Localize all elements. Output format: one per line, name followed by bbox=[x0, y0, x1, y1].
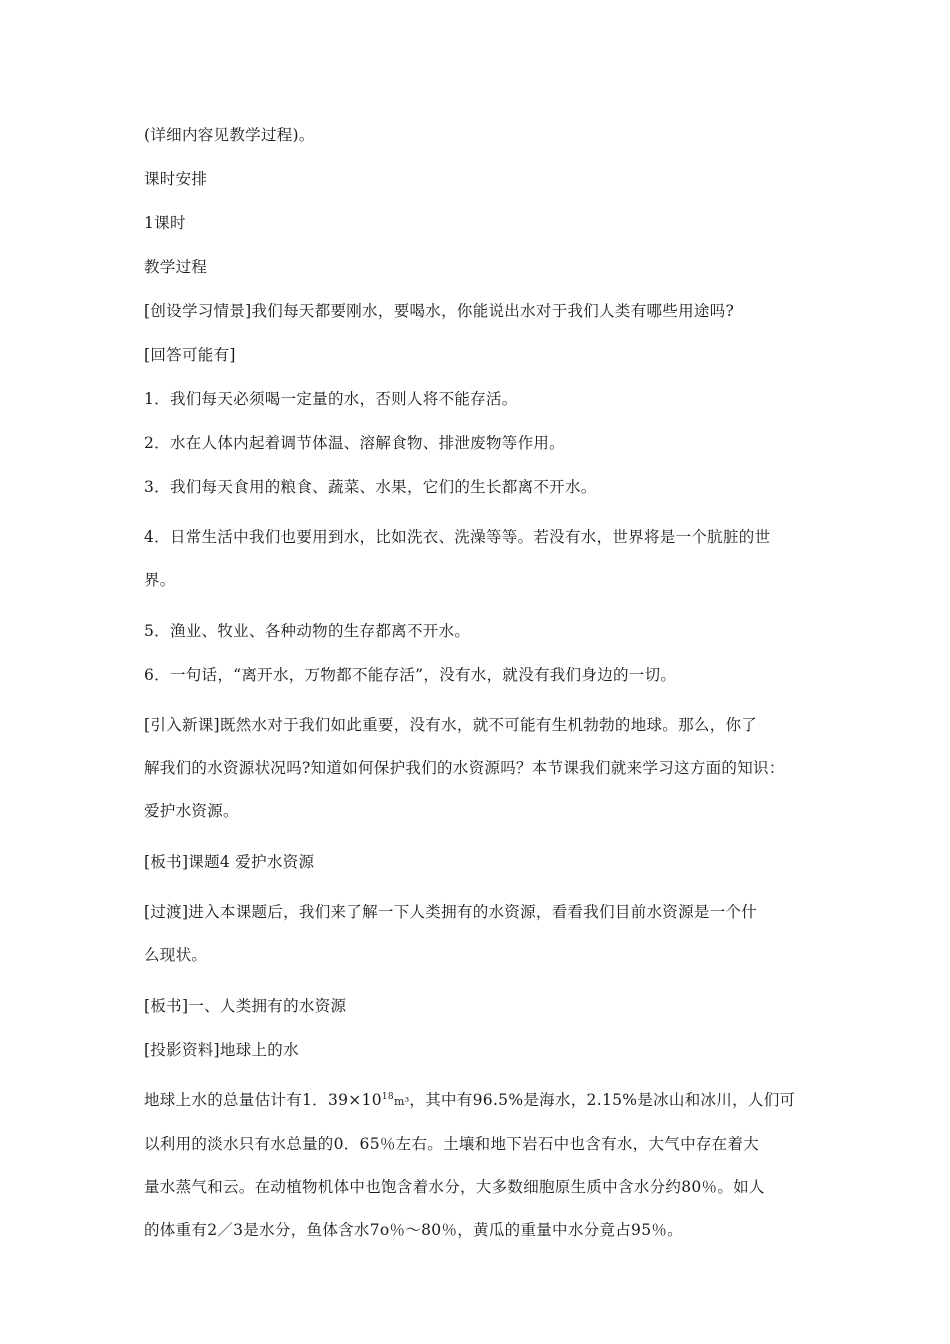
document-body bbox=[144, 120, 824, 1266]
paragraph-detail-note: (详细内容见教学过程)。 bbox=[144, 126, 315, 144]
list-item-5: 5．渔业、牧业、各种动物的生存都离不开水。 bbox=[144, 622, 471, 640]
intro-line-2: 解我们的水资源状况吗?知道如何保护我们的水资源吗？本节课我们就来学习这方面的知识： bbox=[144, 759, 785, 777]
paragraph-scenario: [创设学习情景]我们每天都要刚水，要喝水，你能说出水对于我们人类有哪些用途吗? bbox=[144, 302, 735, 320]
earth-water-line-2: 以利用的淡水只有水总量的0．65％左右。土壤和地下岩石中也含有水，大气中存在着大 bbox=[144, 1135, 760, 1153]
list-item-3: 3．我们每天食用的粮食、蔬菜、水果，它们的生长都离不开水。 bbox=[144, 478, 597, 496]
paragraph-earth-water bbox=[144, 1079, 824, 1252]
earth-water-line-4: 的体重有2／3是水分，鱼体含水7o％～80％，黄瓜的重量中水分竟占95％。 bbox=[144, 1221, 683, 1239]
list-item-1: 1．我们每天必须喝一定量的水，否则人将不能存活。 bbox=[144, 390, 518, 408]
intro-line-3: 爱护水资源。 bbox=[144, 802, 239, 820]
paragraph-possible-answers: [回答可能有] bbox=[144, 346, 236, 364]
paragraph-board-section: [板书]一、人类拥有的水资源 bbox=[144, 997, 347, 1015]
paragraph-projection: [投影资料]地球上的水 bbox=[144, 1041, 299, 1059]
paragraph-introduction bbox=[144, 704, 824, 833]
paragraph-board-title: [板书]课题4 爱护水资源 bbox=[144, 853, 315, 871]
heading-schedule: 课时安排 bbox=[144, 170, 208, 188]
list-item-6: 6．一句话，“离开水，万物都不能存活”，没有水，就没有我们身边的一切。 bbox=[144, 666, 677, 684]
earth-water-line-1-start: 地球上水的总量估计有1．39×10 bbox=[144, 1091, 382, 1109]
exponent: 18 bbox=[381, 1091, 394, 1102]
earth-water-line-1 bbox=[144, 1079, 824, 1123]
volume-unit: m³ bbox=[393, 1095, 410, 1108]
list-item-2: 2．水在人体内起着调节体温、溶解食物、排泄废物等作用。 bbox=[144, 434, 565, 452]
list-item-4-line-2: 界。 bbox=[144, 571, 176, 589]
earth-water-line-1-end: ，其中有96.5%是海水，2.15%是冰山和冰川，人们可 bbox=[409, 1091, 796, 1109]
paragraph-class-hours: 1课时 bbox=[144, 214, 186, 232]
paragraph-transition bbox=[144, 891, 824, 977]
heading-teaching-process: 教学过程 bbox=[144, 258, 208, 276]
list-item-4-line-1: 4．日常生活中我们也要用到水，比如洗衣、洗澡等等。若没有水，世界将是一个肮脏的世 bbox=[144, 528, 771, 546]
transition-line-2: 么现状。 bbox=[144, 946, 208, 964]
earth-water-line-3: 量水蒸气和云。在动植物机体中也饱含着水分，大多数细胞原生质中含水分约80％。如人 bbox=[144, 1178, 765, 1196]
transition-line-1: [过渡]进入本课题后，我们来了解一下人类拥有的水资源，看看我们目前水资源是一个什 bbox=[144, 903, 758, 921]
list-item-4 bbox=[144, 516, 824, 602]
intro-line-1: [引入新课]既然水对于我们如此重要，没有水，就不可能有生机勃勃的地球。那么，你了 bbox=[144, 716, 758, 734]
